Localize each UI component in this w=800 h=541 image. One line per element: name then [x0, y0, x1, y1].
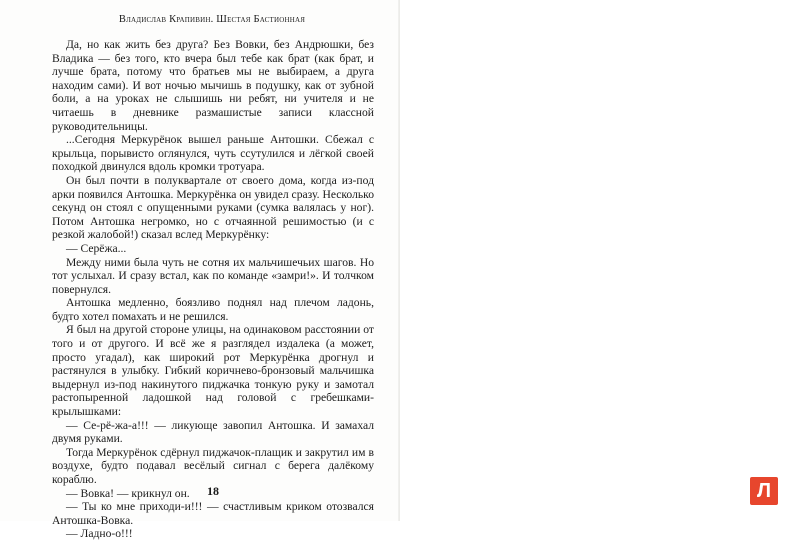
logo-letter: Л	[756, 480, 772, 502]
paragraph: — Се-рё-жа-а!!! — ликующе завопил Антошка. И замахал двумя руками.	[52, 418, 374, 446]
paragraph: Да, но как жить без друга? Без Вовки, без Андрюшки, без Владика — без того, кто вчера был тебе как брат (как брат, и лучше брата, потому что братьев мы не выбираем, а друга находим сами). И вот ночью мычишь в подушку, как от зубной боли, а на уроках не слышишь ни ребят, ни учителя и не читаешь в дневнике размашистые записи классной руководительницы.	[52, 38, 374, 133]
paragraph: — Ты ко мне приходи-и!!! — счастливым криком отозвался Антошка-Вовка.	[52, 500, 374, 527]
page-number: 18	[207, 484, 219, 498]
paragraph: — Ладно-о!!!	[66, 527, 133, 541]
paragraph: — Вовка! — крикнул он.	[66, 486, 190, 500]
publisher-logo	[750, 477, 778, 505]
body-text	[52, 38, 374, 541]
paragraph: Тогда Меркурёнок сдёрнул пиджачок-плащик и закрутил им в воздухе, будто подавал весёлый сигнал с берега далёкому кораблю.	[52, 445, 374, 486]
paragraph: ...Сегодня Меркурёнок вышел раньше Антошки. Сбежал с крыльца, порывисто оглянулся, чуть ссутулился и лёгкой своей походкой двинулся вдоль кромки тротуара.	[52, 133, 374, 174]
paragraph: Между ними была чуть не сотня их мальчишечьих шагов. Но тот услыхал. И сразу встал, как по команде «замри!». И толчком повернулся.	[52, 255, 374, 296]
right-page	[400, 0, 800, 521]
paragraph: Антошка медленно, боязливо поднял над плечом ладонь, будто хотел помахать и не решился.	[52, 296, 374, 323]
paragraph: Я был на другой стороне улицы, на одинаковом расстоянии от того и от другого. И всё же я разглядел издалека (а может, просто угадал), как широкий рот Меркурёнка дрогнул и растянулся в улыбку. Гибкий коричнево-бронзовый мальчишка выдернул из-под накинутого пиджачка тонкую руку и замотал растопыренной ладошкой над головой с гребешками-крылышками:	[52, 323, 374, 419]
paragraph: — Серёжа...	[66, 241, 127, 255]
running-head: Владислав Крапивин. Шестая Бастионная	[118, 14, 306, 25]
paragraph: Он был почти в полуквартале от своего дома, когда из-под арки появился Антошка. Меркурёнка он увидел сразу. Несколько секунд он стоял с опущенными руками (сумка валялась у ног). Потом Антошка негромко, но с отчаянной решимостью (и с резкой жалобой!) сказал вслед Меркурёнку:	[52, 173, 374, 242]
